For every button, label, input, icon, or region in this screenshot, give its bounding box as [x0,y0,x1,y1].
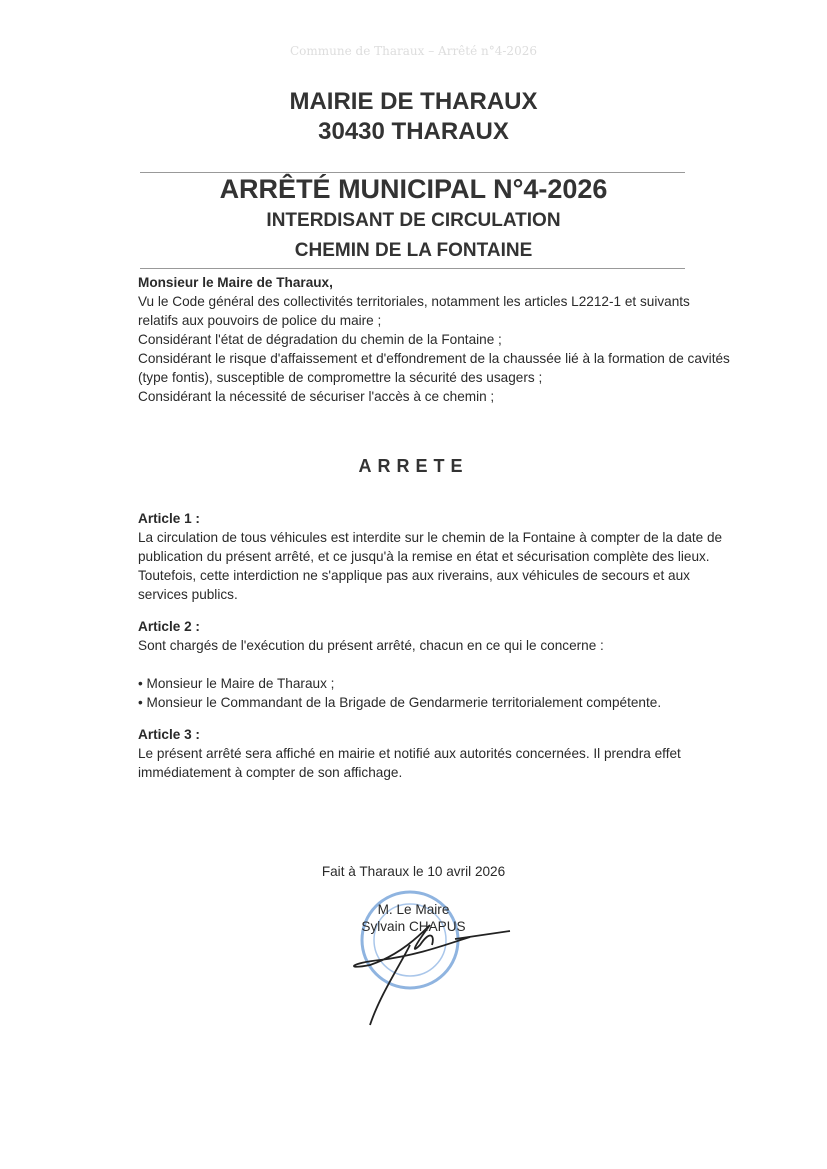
signer-name: Sylvain CHAPUS [361,919,466,934]
preamble [138,273,732,406]
mairie-title: MAIRIE DE THARAUX [289,88,538,115]
article-title: Article 3 : [138,727,200,742]
signer-role: M. Le Maire [377,902,450,917]
bullet-text: Monsieur le Commandant de la Brigade de Gendarmerie territorialement compétente. [146,695,662,710]
arrete-title: ARRÊTÉ MUNICIPAL N°4-2026 [219,174,608,204]
article-title: Article 1 : [138,511,200,526]
article-text: Toutefois, cette interdiction ne s'applique pas aux riverains, aux véhicules de secours et aux services publics. [138,568,690,602]
divider [140,268,685,269]
bullet-text: Monsieur le Maire de Tharaux ; [146,676,335,691]
preamble-line: Considérant l'état de dégradation du chemin de la Fontaine ; [138,332,502,347]
subtitle-2: CHEMIN DE LA FONTAINE [294,240,533,261]
preamble-line: Considérant la nécessité de sécuriser l'accès à ce chemin ; [138,389,495,404]
subtitle-1: INTERDISANT DE CIRCULATION [266,210,561,231]
article-text: Sont chargés de l'exécution du présent arrêté, chacun en ce qui le concerne : [138,638,604,653]
preamble-line: Considérant le risque d'affaissement et d'effondrement de la chaussée lié à la formation de cavités (type fontis), susceptible de compromettre la sécurité des usagers ; [138,351,730,385]
bullet-item: • Monsieur le Commandant de la Brigade de Gendarmerie territorialement compétente. [138,695,662,710]
arrete-heading: ARRETE [358,456,469,476]
divider [140,172,685,173]
bullet-item: • Monsieur le Maire de Tharaux ; [138,676,335,691]
place-date: Fait à Tharaux le 10 avril 2026 [321,864,506,879]
article-text: La circulation de tous véhicules est interdite sur le chemin de la Fontaine à compter de la date de publication du présent arrêté, et ce jusqu'à la remise en état et sécurisation complète des lieux. [138,530,723,564]
faint-header: Commune de Tharaux – Arrêté n°4-2026 [290,44,537,58]
opening: Monsieur le Maire de Tharaux, [138,275,333,290]
preamble-line: Vu le Code général des collectivités territoriales, notamment les articles L2212-1 et suivants relatifs aux pouvoirs de police du maire ; [138,294,690,328]
postal-title: 30430 THARAUX [318,118,509,145]
article-title: Article 2 : [138,619,200,634]
articles [138,509,732,782]
article-text: Le présent arrêté sera affiché en mairie et notifié aux autorités concernées. Il prendra effet immédiatement à compter de son affichage. [138,746,681,780]
